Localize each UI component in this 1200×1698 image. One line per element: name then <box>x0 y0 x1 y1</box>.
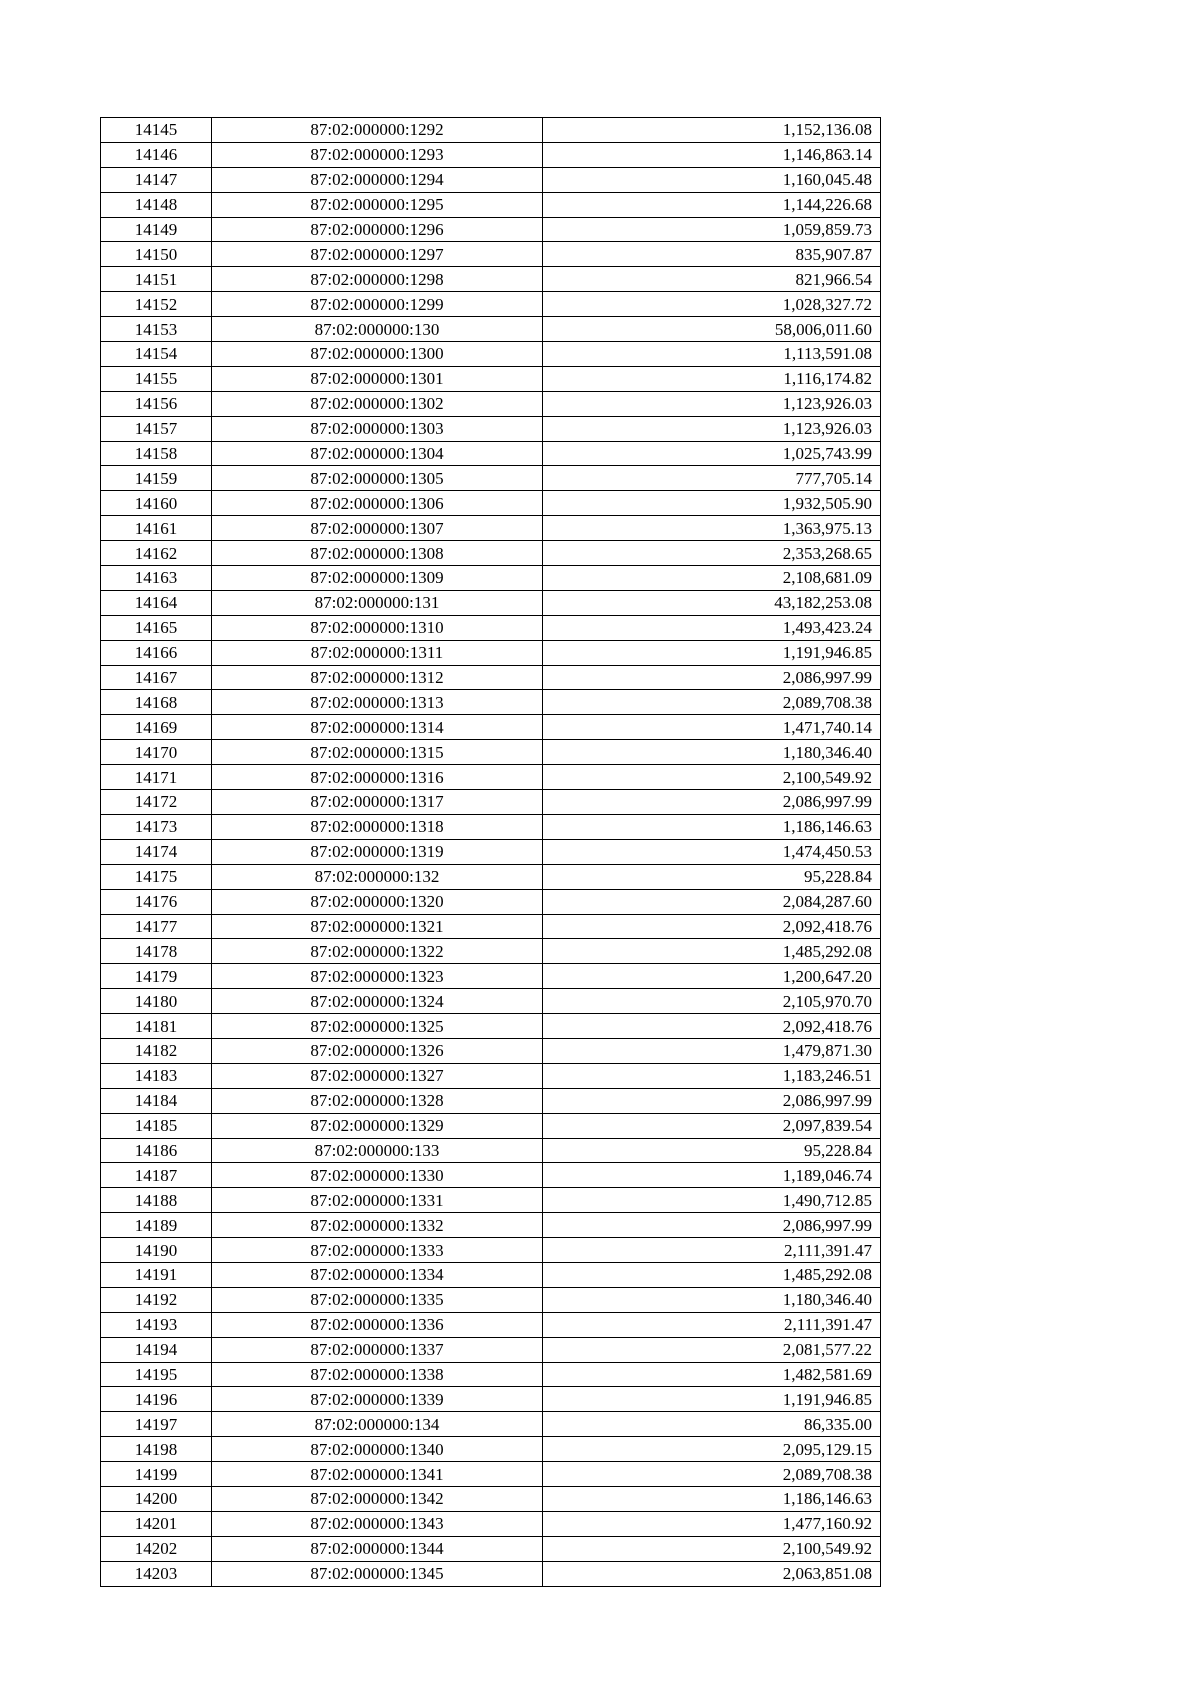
cadastral-value-cell: 1,191,946.85 <box>543 1387 881 1412</box>
table-row <box>101 1213 881 1238</box>
row-number-cell: 14193 <box>101 1312 212 1337</box>
row-number-cell: 14166 <box>101 640 212 665</box>
table-row <box>101 665 881 690</box>
table-row <box>101 441 881 466</box>
table-row <box>101 541 881 566</box>
cadastral-number-cell: 87:02:000000:1322 <box>212 939 543 964</box>
cadastral-number-cell: 87:02:000000:1333 <box>212 1238 543 1263</box>
cadastral-value-cell: 2,084,287.60 <box>543 889 881 914</box>
cadastral-number-cell: 87:02:000000:1299 <box>212 292 543 317</box>
row-number-cell: 14169 <box>101 715 212 740</box>
cadastral-number-cell: 87:02:000000:1307 <box>212 516 543 541</box>
cadastral-number-cell: 87:02:000000:1314 <box>212 715 543 740</box>
cadastral-number-cell: 87:02:000000:1331 <box>212 1188 543 1213</box>
cadastral-number-cell: 87:02:000000:1339 <box>212 1387 543 1412</box>
row-number-cell: 14172 <box>101 790 212 815</box>
row-number-cell: 14187 <box>101 1163 212 1188</box>
table-row <box>101 1561 881 1586</box>
cadastral-number-cell: 87:02:000000:1318 <box>212 814 543 839</box>
cadastral-value-cell: 95,228.84 <box>543 864 881 889</box>
row-number-cell: 14174 <box>101 839 212 864</box>
row-number-cell: 14162 <box>101 541 212 566</box>
table-body <box>101 118 881 1587</box>
cadastral-number-cell: 87:02:000000:1338 <box>212 1362 543 1387</box>
cadastral-value-cell: 1,144,226.68 <box>543 192 881 217</box>
cadastral-value-cell: 2,100,549.92 <box>543 1536 881 1561</box>
cadastral-number-cell: 87:02:000000:1302 <box>212 391 543 416</box>
row-number-cell: 14146 <box>101 142 212 167</box>
table-row <box>101 466 881 491</box>
cadastral-number-cell: 87:02:000000:134 <box>212 1412 543 1437</box>
cadastral-value-cell: 2,097,839.54 <box>543 1113 881 1138</box>
cadastral-value-cell: 1,191,946.85 <box>543 640 881 665</box>
cadastral-value-cell: 1,474,450.53 <box>543 839 881 864</box>
table-row <box>101 118 881 143</box>
cadastral-number-cell: 87:02:000000:1326 <box>212 1038 543 1063</box>
cadastral-value-cell: 1,180,346.40 <box>543 1287 881 1312</box>
cadastral-value-cell: 1,363,975.13 <box>543 516 881 541</box>
cadastral-number-cell: 87:02:000000:1294 <box>212 167 543 192</box>
cadastral-number-cell: 87:02:000000:1315 <box>212 740 543 765</box>
cadastral-value-cell: 2,092,418.76 <box>543 1014 881 1039</box>
row-number-cell: 14168 <box>101 690 212 715</box>
cadastral-number-cell: 87:02:000000:1313 <box>212 690 543 715</box>
cadastral-value-cell: 1,180,346.40 <box>543 740 881 765</box>
row-number-cell: 14167 <box>101 665 212 690</box>
cadastral-value-cell: 1,183,246.51 <box>543 1063 881 1088</box>
table-row <box>101 317 881 342</box>
row-number-cell: 14153 <box>101 317 212 342</box>
row-number-cell: 14192 <box>101 1287 212 1312</box>
cadastral-number-cell: 87:02:000000:1298 <box>212 267 543 292</box>
cadastral-value-cell: 1,160,045.48 <box>543 167 881 192</box>
table-row <box>101 1088 881 1113</box>
cadastral-value-cell: 1,200,647.20 <box>543 964 881 989</box>
cadastral-value-cell: 777,705.14 <box>543 466 881 491</box>
row-number-cell: 14191 <box>101 1262 212 1287</box>
table-row <box>101 267 881 292</box>
cadastral-value-cell: 1,490,712.85 <box>543 1188 881 1213</box>
cadastral-number-cell: 87:02:000000:1321 <box>212 914 543 939</box>
table-row <box>101 814 881 839</box>
cadastral-number-cell: 87:02:000000:1341 <box>212 1462 543 1487</box>
row-number-cell: 14185 <box>101 1113 212 1138</box>
cadastral-number-cell: 87:02:000000:1319 <box>212 839 543 864</box>
cadastral-value-cell: 58,006,011.60 <box>543 317 881 342</box>
table-row <box>101 889 881 914</box>
cadastral-value-cell: 1,152,136.08 <box>543 118 881 143</box>
row-number-cell: 14150 <box>101 242 212 267</box>
row-number-cell: 14145 <box>101 118 212 143</box>
cadastral-number-cell: 87:02:000000:131 <box>212 590 543 615</box>
row-number-cell: 14163 <box>101 566 212 591</box>
cadastral-value-cell: 2,089,708.38 <box>543 1462 881 1487</box>
table-row <box>101 516 881 541</box>
row-number-cell: 14203 <box>101 1561 212 1586</box>
table-row <box>101 1238 881 1263</box>
table-row <box>101 1113 881 1138</box>
row-number-cell: 14175 <box>101 864 212 889</box>
table-row <box>101 391 881 416</box>
row-number-cell: 14179 <box>101 964 212 989</box>
table-row <box>101 1387 881 1412</box>
row-number-cell: 14198 <box>101 1437 212 1462</box>
cadastral-value-cell: 2,063,851.08 <box>543 1561 881 1586</box>
cadastral-value-cell: 2,092,418.76 <box>543 914 881 939</box>
cadastral-number-cell: 87:02:000000:1308 <box>212 541 543 566</box>
row-number-cell: 14180 <box>101 989 212 1014</box>
cadastral-number-cell: 87:02:000000:1320 <box>212 889 543 914</box>
cadastral-value-cell: 1,482,581.69 <box>543 1362 881 1387</box>
cadastral-number-cell: 87:02:000000:1310 <box>212 615 543 640</box>
table-row <box>101 690 881 715</box>
table-row <box>101 1038 881 1063</box>
cadastral-number-cell: 87:02:000000:1323 <box>212 964 543 989</box>
cadastral-value-cell: 1,477,160.92 <box>543 1511 881 1536</box>
row-number-cell: 14164 <box>101 590 212 615</box>
cadastral-value-cell: 2,111,391.47 <box>543 1238 881 1263</box>
row-number-cell: 14149 <box>101 217 212 242</box>
cadastral-value-cell: 2,111,391.47 <box>543 1312 881 1337</box>
cadastral-number-cell: 87:02:000000:1329 <box>212 1113 543 1138</box>
row-number-cell: 14176 <box>101 889 212 914</box>
row-number-cell: 14171 <box>101 765 212 790</box>
cadastral-number-cell: 87:02:000000:1303 <box>212 416 543 441</box>
cadastral-number-cell: 87:02:000000:1343 <box>212 1511 543 1536</box>
cadastral-number-cell: 87:02:000000:1316 <box>212 765 543 790</box>
cadastral-number-cell: 87:02:000000:1297 <box>212 242 543 267</box>
row-number-cell: 14188 <box>101 1188 212 1213</box>
table-row <box>101 864 881 889</box>
cadastral-value-cell: 2,100,549.92 <box>543 765 881 790</box>
cadastral-number-cell: 87:02:000000:1340 <box>212 1437 543 1462</box>
row-number-cell: 14147 <box>101 167 212 192</box>
cadastral-value-cell: 2,086,997.99 <box>543 790 881 815</box>
table-row <box>101 790 881 815</box>
cadastral-number-cell: 87:02:000000:1292 <box>212 118 543 143</box>
cadastral-number-cell: 87:02:000000:1300 <box>212 342 543 367</box>
cadastral-number-cell: 87:02:000000:1345 <box>212 1561 543 1586</box>
cadastral-number-cell: 87:02:000000:1335 <box>212 1287 543 1312</box>
cadastral-number-cell: 87:02:000000:133 <box>212 1138 543 1163</box>
table-row <box>101 1262 881 1287</box>
row-number-cell: 14197 <box>101 1412 212 1437</box>
cadastral-number-cell: 87:02:000000:1295 <box>212 192 543 217</box>
row-number-cell: 14156 <box>101 391 212 416</box>
cadastral-number-cell: 87:02:000000:1325 <box>212 1014 543 1039</box>
cadastral-value-cell: 86,335.00 <box>543 1412 881 1437</box>
row-number-cell: 14189 <box>101 1213 212 1238</box>
cadastral-value-cell: 821,966.54 <box>543 267 881 292</box>
table-row <box>101 416 881 441</box>
cadastral-value-cell: 1,485,292.08 <box>543 939 881 964</box>
row-number-cell: 14157 <box>101 416 212 441</box>
row-number-cell: 14151 <box>101 267 212 292</box>
cadastral-value-cell: 2,086,997.99 <box>543 1213 881 1238</box>
table-row <box>101 989 881 1014</box>
table-row <box>101 366 881 391</box>
table-row <box>101 1312 881 1337</box>
cadastral-value-cell: 1,189,046.74 <box>543 1163 881 1188</box>
table-row <box>101 1437 881 1462</box>
table-row <box>101 342 881 367</box>
cadastral-number-cell: 87:02:000000:1342 <box>212 1486 543 1511</box>
cadastral-value-cell: 835,907.87 <box>543 242 881 267</box>
table-row <box>101 1337 881 1362</box>
row-number-cell: 14160 <box>101 491 212 516</box>
cadastral-number-cell: 87:02:000000:132 <box>212 864 543 889</box>
row-number-cell: 14199 <box>101 1462 212 1487</box>
cadastral-value-cell: 2,105,970.70 <box>543 989 881 1014</box>
table-row <box>101 1014 881 1039</box>
cadastral-value-cell: 1,932,505.90 <box>543 491 881 516</box>
row-number-cell: 14200 <box>101 1486 212 1511</box>
table-row <box>101 1536 881 1561</box>
table-row <box>101 964 881 989</box>
table-row <box>101 217 881 242</box>
table-row <box>101 1486 881 1511</box>
cadastral-number-cell: 87:02:000000:1311 <box>212 640 543 665</box>
cadastral-number-cell: 87:02:000000:1344 <box>212 1536 543 1561</box>
table-row <box>101 1188 881 1213</box>
row-number-cell: 14186 <box>101 1138 212 1163</box>
cadastral-value-cell: 1,186,146.63 <box>543 814 881 839</box>
cadastral-number-cell: 87:02:000000:1305 <box>212 466 543 491</box>
table-row <box>101 1362 881 1387</box>
row-number-cell: 14173 <box>101 814 212 839</box>
cadastral-number-cell: 87:02:000000:1312 <box>212 665 543 690</box>
row-number-cell: 14190 <box>101 1238 212 1263</box>
cadastral-value-cell: 1,123,926.03 <box>543 416 881 441</box>
cadastral-number-cell: 87:02:000000:130 <box>212 317 543 342</box>
row-number-cell: 14182 <box>101 1038 212 1063</box>
cadastral-number-cell: 87:02:000000:1306 <box>212 491 543 516</box>
cadastral-value-cell: 2,108,681.09 <box>543 566 881 591</box>
row-number-cell: 14159 <box>101 466 212 491</box>
cadastral-number-cell: 87:02:000000:1330 <box>212 1163 543 1188</box>
cadastral-number-cell: 87:02:000000:1327 <box>212 1063 543 1088</box>
row-number-cell: 14148 <box>101 192 212 217</box>
row-number-cell: 14196 <box>101 1387 212 1412</box>
table-row <box>101 1462 881 1487</box>
table-row <box>101 1138 881 1163</box>
cadastral-value-cell: 1,113,591.08 <box>543 342 881 367</box>
cadastral-number-cell: 87:02:000000:1296 <box>212 217 543 242</box>
row-number-cell: 14183 <box>101 1063 212 1088</box>
table-row <box>101 1412 881 1437</box>
row-number-cell: 14195 <box>101 1362 212 1387</box>
table-row <box>101 615 881 640</box>
cadastral-number-cell: 87:02:000000:1317 <box>212 790 543 815</box>
row-number-cell: 14170 <box>101 740 212 765</box>
cadastral-value-cell: 43,182,253.08 <box>543 590 881 615</box>
row-number-cell: 14161 <box>101 516 212 541</box>
table-row <box>101 167 881 192</box>
table-row <box>101 640 881 665</box>
cadastral-value-cell: 1,025,743.99 <box>543 441 881 466</box>
cadastral-number-cell: 87:02:000000:1301 <box>212 366 543 391</box>
table-row <box>101 740 881 765</box>
cadastral-number-cell: 87:02:000000:1337 <box>212 1337 543 1362</box>
cadastral-value-cell: 1,485,292.08 <box>543 1262 881 1287</box>
cadastral-value-cell: 1,471,740.14 <box>543 715 881 740</box>
cadastral-value-cell: 1,146,863.14 <box>543 142 881 167</box>
table-row <box>101 939 881 964</box>
row-number-cell: 14158 <box>101 441 212 466</box>
row-number-cell: 14184 <box>101 1088 212 1113</box>
cadastral-number-cell: 87:02:000000:1309 <box>212 566 543 591</box>
cadastral-number-cell: 87:02:000000:1332 <box>212 1213 543 1238</box>
table-row <box>101 839 881 864</box>
table-row <box>101 142 881 167</box>
row-number-cell: 14177 <box>101 914 212 939</box>
table-row <box>101 715 881 740</box>
table-row <box>101 292 881 317</box>
cadastral-value-cell: 2,086,997.99 <box>543 1088 881 1113</box>
cadastral-value-cell: 1,493,423.24 <box>543 615 881 640</box>
row-number-cell: 14178 <box>101 939 212 964</box>
table-row <box>101 192 881 217</box>
cadastral-value-cell: 1,116,174.82 <box>543 366 881 391</box>
table-row <box>101 914 881 939</box>
cadastral-value-cell: 2,086,997.99 <box>543 665 881 690</box>
cadastral-value-cell: 1,059,859.73 <box>543 217 881 242</box>
cadastral-value-cell: 2,095,129.15 <box>543 1437 881 1462</box>
cadastral-number-cell: 87:02:000000:1293 <box>212 142 543 167</box>
row-number-cell: 14155 <box>101 366 212 391</box>
cadastral-number-cell: 87:02:000000:1336 <box>212 1312 543 1337</box>
cadastral-number-cell: 87:02:000000:1304 <box>212 441 543 466</box>
table-row <box>101 566 881 591</box>
row-number-cell: 14165 <box>101 615 212 640</box>
cadastral-number-cell: 87:02:000000:1328 <box>212 1088 543 1113</box>
row-number-cell: 14202 <box>101 1536 212 1561</box>
table-row <box>101 491 881 516</box>
row-number-cell: 14194 <box>101 1337 212 1362</box>
row-number-cell: 14201 <box>101 1511 212 1536</box>
table-row <box>101 765 881 790</box>
cadastral-value-cell: 1,123,926.03 <box>543 391 881 416</box>
cadastral-value-cell: 2,353,268.65 <box>543 541 881 566</box>
table-row <box>101 590 881 615</box>
table-row <box>101 1063 881 1088</box>
cadastral-number-cell: 87:02:000000:1334 <box>212 1262 543 1287</box>
cadastral-value-cell: 1,186,146.63 <box>543 1486 881 1511</box>
cadastral-value-cell: 2,081,577.22 <box>543 1337 881 1362</box>
row-number-cell: 14181 <box>101 1014 212 1039</box>
table-row <box>101 242 881 267</box>
cadastral-number-cell: 87:02:000000:1324 <box>212 989 543 1014</box>
table-row <box>101 1511 881 1536</box>
row-number-cell: 14154 <box>101 342 212 367</box>
cadastral-value-cell: 95,228.84 <box>543 1138 881 1163</box>
row-number-cell: 14152 <box>101 292 212 317</box>
table-row <box>101 1163 881 1188</box>
table-row <box>101 1287 881 1312</box>
cadastral-value-cell: 1,028,327.72 <box>543 292 881 317</box>
cadastral-value-cell: 2,089,708.38 <box>543 690 881 715</box>
cadastral-value-table <box>100 117 881 1587</box>
cadastral-value-cell: 1,479,871.30 <box>543 1038 881 1063</box>
